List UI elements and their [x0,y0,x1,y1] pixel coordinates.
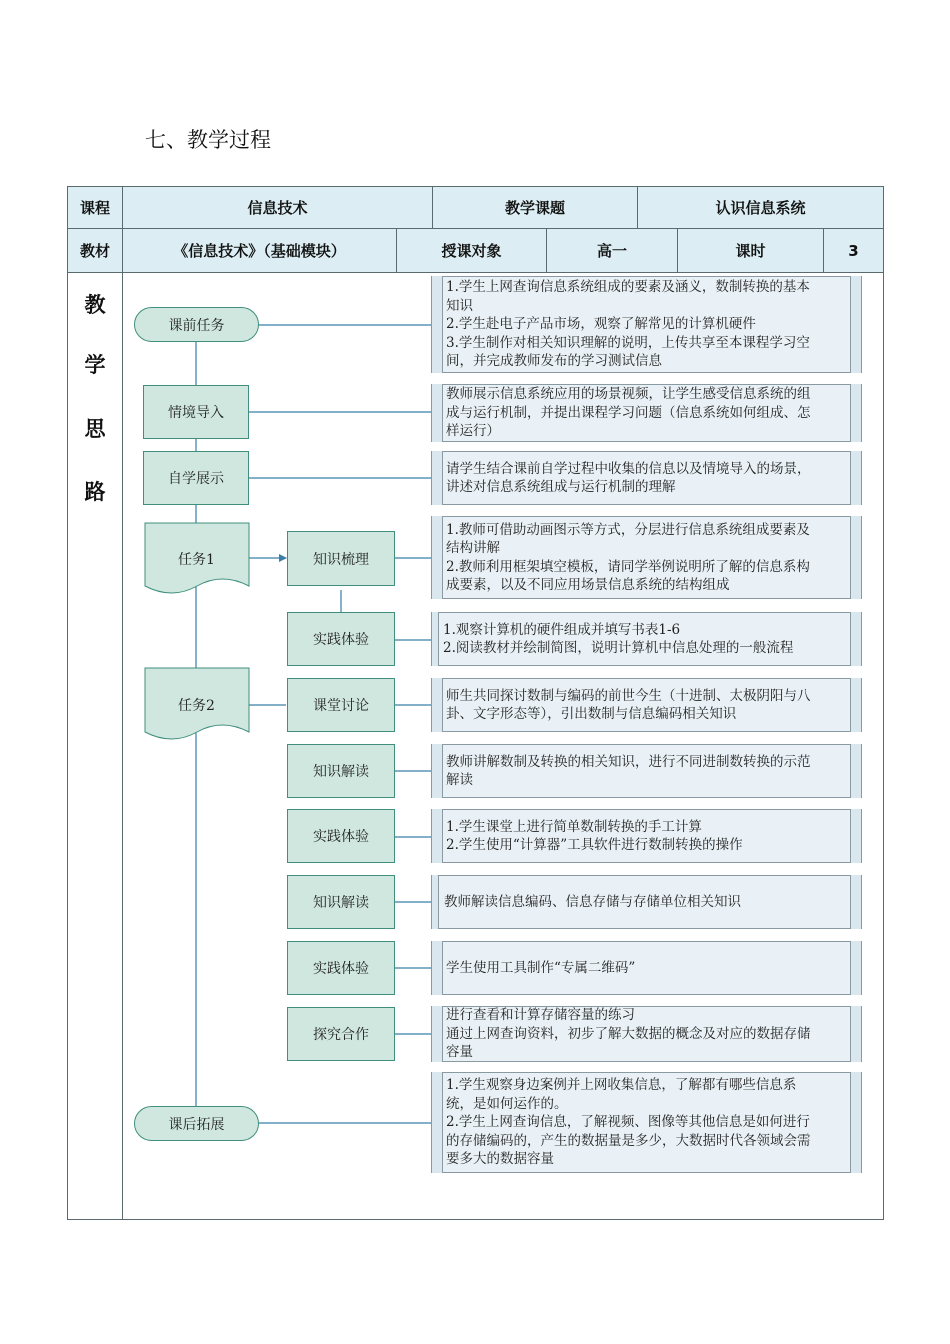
post-task-node: 课后拓展 [134,1106,259,1141]
note-knowledge-sort: 1.教师可借助动画图示等方式，分层进行信息系统组成要素及 结构讲解 2.教师利用框架填空模板，请同学举例说明所了解的信息系构 成要素，以及不同应用场景信息系统的结构组成 [431,516,862,599]
note-practice-3: 学生使用工具制作“专属二维码” [431,941,862,995]
hours-value: 3 [823,228,884,273]
interpret-node-2: 知识解读 [287,875,395,929]
pre-task-node: 课前任务 [134,307,259,342]
note-practice-2: 1.学生课堂上进行简单数制转换的手工计算 2.学生使用“计算器”工具软件进行数制转换的操作 [431,809,862,863]
discussion-node: 课堂讨论 [287,678,395,732]
interpret-node-1: 知识解读 [287,744,395,798]
note-post-task: 1.学生观察身边案例并上网收集信息，了解都有哪些信息系 统，是如何运作的。 2.学生上网查询信息，了解视频、图像等其他信息是如何进行 的存储编码的，产生的数据量是多少，大数据时代各领域会需 要多大的数据容量 [431,1072,862,1173]
section-title: 七、教学过程 [145,128,271,152]
note-interpret-2: 教师解读信息编码、信息存储与存储单位相关知识 [431,875,862,929]
practice-node-3: 实践体验 [287,941,395,995]
side-label-char: 教 [84,293,106,317]
self-study-node: 自学展示 [143,451,249,505]
knowledge-sort-node: 知识梳理 [287,531,395,586]
note-intro: 教师展示信息系统应用的场景视频，让学生感受信息系统的组 成与运行机制，并提出课程学习问题（信息系统如何组成、怎 样运行） [431,384,862,442]
side-label-char: 思 [84,417,106,441]
practice-node-2: 实践体验 [287,809,395,863]
course-label: 课程 [67,186,123,229]
audience-label: 授课对象 [396,228,547,273]
textbook-value: 《信息技术》（基础模块） [122,228,397,273]
audience-value: 高一 [546,228,678,273]
topic-value: 认识信息系统 [637,186,884,229]
note-practice-1: 1.观察计算机的硬件组成并填写书表1-6 2.阅读教材并绘制简图，说明计算机中信息处理的一般流程 [431,612,862,666]
note-self-study: 请学生结合课前自学过程中收集的信息以及情境导入的场景， 讲述对信息系统组成与运行机制的理解 [431,451,862,505]
course-value: 信息技术 [122,186,433,229]
task2-label: 任务2 [178,698,215,714]
task1-label: 任务1 [178,552,215,568]
hours-label: 课时 [677,228,824,273]
intro-node: 情境导入 [143,385,249,439]
practice-node-1: 实践体验 [287,612,395,666]
note-interpret-1: 教师讲解数制及转换的相关知识，进行不同进制数转换的示范 解读 [431,744,862,798]
side-label-char: 学 [84,353,106,377]
explore-node: 探究合作 [287,1007,395,1061]
side-label-char: 路 [84,480,106,504]
textbook-label: 教材 [67,228,123,273]
note-explore: 进行查看和计算存储容量的练习 通过上网查询资料，初步了解大数据的概念及对应的数据存储 容量 [431,1006,862,1062]
note-discussion: 师生共同探讨数制与编码的前世今生（十进制、太极阴阳与八 卦、文字形态等），引出数制与信息编码相关知识 [431,678,862,732]
note-pre-task: 1.学生上网查询信息系统组成的要素及涵义，数制转换的基本 知识 2.学生赴电子产品市场，观察了解常见的计算机硬件 3.学生制作对相关知识理解的说明，上传共享至本课程学习空 间，并完成教师发布的学习测试信息 [431,276,862,373]
topic-label: 教学课题 [432,186,638,229]
